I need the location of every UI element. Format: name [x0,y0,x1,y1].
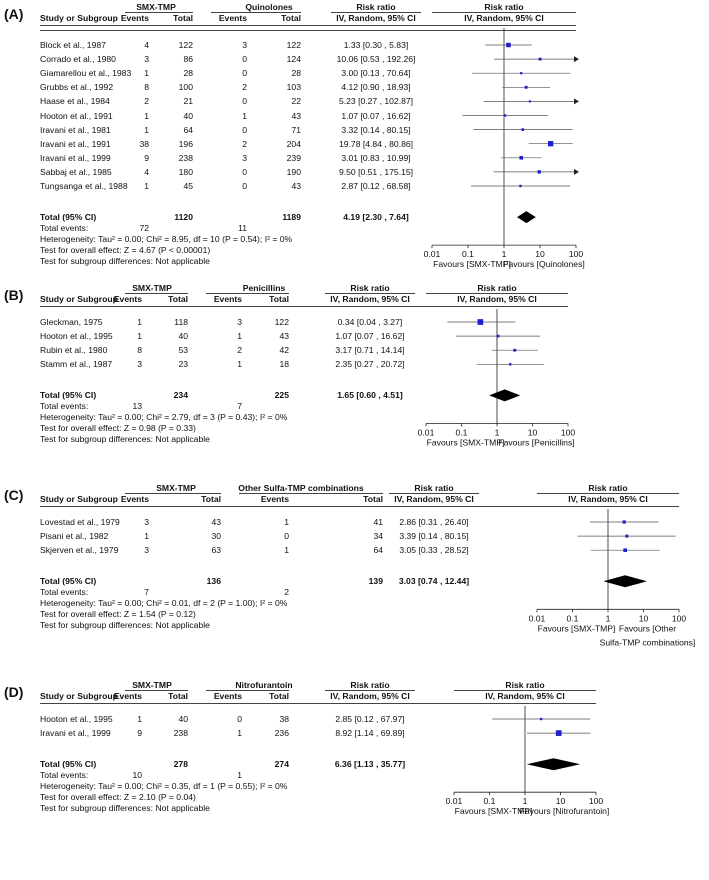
total2-cell: 22 [291,96,301,107]
risk-ratio-cell: 5.23 [0.27 , 102.87] [338,96,414,107]
x-tick-label: 10 [638,613,649,624]
total1-cell: 28 [183,68,193,79]
total1-cell: 64 [183,124,193,135]
x-tick-label: 1 [605,613,611,624]
study-column-header: Study or Subgroup [40,294,118,304]
total1-cell: 43 [211,517,221,527]
plot-title: Risk ratio [588,483,628,493]
point-estimate [478,319,484,325]
total2-cell: 43 [291,110,301,121]
group2-header: Penicillins [242,283,286,293]
x-tick-label: 0.01 [445,796,463,807]
events2-cell: 0 [242,68,247,79]
group1-header: SMX-TMP [132,283,172,293]
favours-left-label: Favours [SMX-TMP] [426,437,505,448]
total1-cell: 100 [178,82,193,93]
events1-cell: 1 [144,124,149,135]
note-line: Test for overall effect: Z = 0.98 (P = 0.33) [40,423,196,434]
total2-cell: 139 [368,576,383,587]
events2-cell: 0 [242,96,247,107]
x-tick-label: 0.1 [455,427,468,438]
total-events-group1: 10 [132,770,142,781]
point-estimate [540,718,542,720]
total2-cell: 274 [274,759,289,770]
x-tick-label: 0.1 [462,249,474,260]
events2-cell: 1 [237,331,242,342]
forest-plot-area [0,680,709,852]
study-name: Hooton et al., 1991 [40,110,113,121]
events1-cell: 8 [137,345,142,356]
total2-cell: 239 [286,152,301,163]
events2-cell: 3 [242,40,247,50]
note-line: Test for subgroup differences: Not applicable [40,620,210,631]
forest-plot-area [0,483,709,669]
total1-cell: 238 [178,152,193,163]
rr-column-title: Risk ratio [356,2,396,12]
risk-ratio-cell: 8.92 [1.14 , 69.89] [335,728,405,739]
point-estimate [520,72,522,74]
study-name: Block et al., 1987 [40,40,106,50]
total1-cell: 196 [178,138,193,149]
total-events-label: Total events: [40,770,89,781]
risk-ratio-cell: 3.05 [0.33 , 28.52] [399,545,469,556]
events1-cell: 1 [137,317,142,327]
total1-cell: 40 [178,331,188,342]
plot-title: Risk ratio [505,680,545,690]
total1-cell: 30 [211,531,221,542]
risk-ratio-cell: 2.35 [0.27 , 20.72] [335,359,405,370]
forest-panel [0,483,709,683]
events2-cell: 3 [237,317,242,327]
total-label: Total (95% CI) [40,576,97,587]
study-name: Corrado et al., 1980 [40,54,116,65]
total1-cell: 238 [173,728,188,739]
events1-cell: 1 [144,181,149,191]
events1-cell: 1 [137,714,142,724]
rr-method-header: IV, Random, 95% CI [330,691,410,701]
x-tick-label: 100 [588,796,604,807]
risk-ratio-cell: 1.33 [0.30 , 5.83] [343,40,409,50]
note-line: Heterogeneity: Tau² = 0.00; Chi² = 2.79, df = 3 (P = 0.43); I² = 0% [40,412,288,423]
point-estimate [513,349,516,352]
pooled-risk-ratio: 6.36 [1.13 , 35.77] [334,759,406,770]
events2-cell: 2 [242,82,247,93]
ci-arrow [574,56,579,62]
events1-cell: 4 [144,166,149,177]
total1-cell: 118 [174,317,188,327]
risk-ratio-cell: 4.12 [0.90 , 18.93] [341,82,411,93]
events1-cell: 3 [144,54,149,65]
plot-method-header: IV, Random, 95% CI [485,691,565,701]
events2-cell: 2 [242,138,247,149]
total2-cell: 122 [274,317,289,327]
study-name: Sabbaj et al., 1985 [40,166,112,177]
study-name: Iravani et al., 1981 [40,124,111,135]
rr-method-header: IV, Random, 95% CI [330,294,410,304]
pooled-diamond [489,389,520,401]
group2-header: Other Sulfa-TMP combinations [238,483,364,493]
point-estimate [519,185,521,187]
risk-ratio-cell: 0.34 [0.04 , 3.27] [337,317,403,327]
point-estimate [497,335,500,338]
favours-right-label: Favours [Nitrofurantoin] [519,806,610,817]
point-estimate [556,730,562,736]
events1-cell: 38 [139,138,149,149]
note-line: Test for subgroup differences: Not applicable [40,434,210,445]
x-tick-label: 1 [522,796,528,807]
study-name: Stamm et al., 1987 [40,359,113,370]
note-line: Test for overall effect: Z = 2.10 (P = 0.04) [40,792,196,803]
total1-cell: 278 [173,759,188,770]
events1-cell: 3 [144,517,149,527]
total1-cell: 21 [183,96,193,107]
events2-cell: 0 [284,531,289,542]
events2-cell: 1 [284,517,289,527]
events1-cell: 9 [137,728,142,739]
events2-cell: 0 [242,54,247,65]
group1-header: SMX-TMP [156,483,196,493]
favours-right-label-line2: Sulfa-TMP combinations] [599,637,696,648]
group1-header: SMX-TMP [132,680,172,690]
point-estimate [525,86,528,89]
events2-cell: 0 [242,181,247,191]
total-events-group2: 2 [284,587,289,598]
events1-cell: 1 [144,68,149,79]
pooled-diamond [603,575,647,587]
rr-column-title: Risk ratio [350,680,390,690]
events1-cell: 1 [144,110,149,121]
panel-label: (A) [4,6,24,22]
risk-ratio-cell: 3.01 [0.83 , 10.99] [341,152,411,163]
note-line: Test for subgroup differences: Not applicable [40,256,210,267]
total2-cell: 124 [286,54,301,65]
events1-cell: 1 [144,531,149,542]
total1-cell: 234 [173,390,188,401]
total-events-group2: 7 [237,401,242,412]
total2-header: Total [363,494,383,504]
point-estimate [509,363,511,365]
events1-cell: 3 [144,545,149,556]
point-estimate [521,128,524,131]
events2-cell: 0 [242,166,247,177]
study-name: Skjerven et al., 1979 [40,545,119,556]
total1-cell: 1120 [174,212,193,223]
total2-cell: 71 [291,124,301,135]
x-tick-label: 1 [494,427,500,438]
total-events-group1: 13 [132,401,142,412]
study-name: Lovestad et al., 1979 [40,517,120,527]
total2-cell: 18 [279,359,289,370]
total1-header: Total [173,13,193,23]
total1-cell: 122 [178,40,193,50]
study-name: Giamarellou et al., 1983 [40,68,132,79]
x-tick-label: 10 [535,249,545,260]
total2-header: Total [269,691,289,701]
x-tick-label: 1 [501,249,507,260]
group2-header: Nitrofurantoin [235,680,293,690]
events1-cell: 2 [144,96,149,107]
events2-header: Events [213,691,242,701]
point-estimate [529,100,531,102]
total2-cell: 43 [279,331,289,342]
plot-title: Risk ratio [477,283,517,293]
group2-header: Quinolones [245,2,293,12]
total1-cell: 40 [183,110,193,121]
favours-right-label: Favours [Other [618,623,677,634]
events1-header: Events [120,494,149,504]
forest-panel [0,283,709,483]
total2-cell: 42 [279,345,289,356]
study-name: Rubin et al., 1980 [40,345,108,356]
forest-plot-area [0,283,709,483]
total2-cell: 28 [291,68,301,79]
events2-cell: 3 [242,152,247,163]
total1-cell: 63 [211,545,221,556]
events1-cell: 8 [144,82,149,93]
total2-header: Total [269,294,289,304]
x-tick-label: 10 [527,427,538,438]
point-estimate [539,58,542,61]
risk-ratio-cell: 1.07 [0.07 , 16.62] [335,331,405,342]
total2-cell: 43 [291,181,301,191]
study-name: Tungsanga et al., 1988 [40,181,128,191]
total1-header: Total [168,294,188,304]
risk-ratio-cell: 3.00 [0.13 , 70.64] [341,68,411,79]
events2-cell: 0 [237,714,242,724]
events2-header: Events [260,494,289,504]
total-events-group1: 72 [139,223,149,234]
rr-column-title: Risk ratio [350,283,390,293]
point-estimate [519,156,523,160]
risk-ratio-cell: 9.50 [0.51 , 175.15] [338,166,414,177]
panel-label: (C) [4,487,24,503]
forest-panel [0,2,709,270]
total2-cell: 34 [373,531,383,542]
x-tick-label: 100 [560,427,576,438]
plot-title: Risk ratio [484,2,524,12]
total-events-label: Total events: [40,223,89,234]
favours-right-label: Favours [Quinolones] [503,259,585,270]
total1-cell: 40 [178,714,188,724]
total2-cell: 38 [279,714,289,724]
total2-cell: 236 [274,728,289,739]
total-label: Total (95% CI) [40,390,97,401]
total-events-group2: 11 [238,223,247,234]
study-name: Pisani et al., 1982 [40,531,109,542]
total-events-group2: 1 [237,770,242,781]
point-estimate [506,43,511,48]
risk-ratio-cell: 19.78 [4.84 , 80.86] [338,138,414,149]
total2-header: Total [281,13,301,23]
study-name: Hooton et al., 1995 [40,331,113,342]
favours-left-label: Favours [SMX-TMP] [433,259,511,270]
forest-panel [0,680,709,880]
total1-cell: 180 [178,166,193,177]
pooled-risk-ratio: 3.03 [0.74 , 12.44] [398,576,470,587]
rr-column-title: Risk ratio [414,483,454,493]
events2-cell: 1 [284,545,289,556]
panel-label: (D) [4,684,24,700]
study-column-header: Study or Subgroup [40,691,118,701]
point-estimate [548,141,553,146]
total1-cell: 45 [183,181,193,191]
total-events-group1: 7 [144,587,149,598]
favours-left-label: Favours [SMX-TMP] [454,806,533,817]
total2-cell: 103 [286,82,301,93]
total1-header: Total [168,691,188,701]
plot-method-header: IV, Random, 95% CI [464,13,544,23]
total-label: Total (95% CI) [40,212,97,223]
plot-method-header: IV, Random, 95% CI [568,494,648,504]
study-name: Iravani et al., 1999 [40,152,111,163]
study-name: Grubbs et al., 1992 [40,82,114,93]
risk-ratio-cell: 2.86 [0.31 , 26.40] [399,517,469,527]
risk-ratio-cell: 3.32 [0.14 , 80.15] [341,124,411,135]
total-events-label: Total events: [40,587,89,598]
total2-cell: 41 [373,517,383,527]
events1-cell: 4 [144,40,149,50]
events2-cell: 1 [237,728,242,739]
x-tick-label: 0.1 [566,613,579,624]
pooled-diamond [517,211,536,223]
events2-header: Events [218,13,247,23]
risk-ratio-cell: 2.85 [0.12 , 67.97] [335,714,405,724]
study-name: Gleckman, 1975 [40,317,103,327]
total1-cell: 136 [206,576,221,587]
risk-ratio-cell: 3.39 [0.14 , 80.15] [399,531,469,542]
risk-ratio-cell: 10.06 [0.53 , 192.26] [336,54,416,65]
note-line: Heterogeneity: Tau² = 0.00; Chi² = 0.01, df = 2 (P = 1.00); I² = 0% [40,598,288,609]
events1-header: Events [120,13,149,23]
total2-cell: 204 [286,138,301,149]
total-label: Total (95% CI) [40,759,97,770]
events2-cell: 0 [242,124,247,135]
study-column-header: Study or Subgroup [40,494,118,504]
study-column-header: Study or Subgroup [40,13,118,23]
total2-cell: 190 [286,166,301,177]
study-name: Iravani et al., 1999 [40,728,111,739]
pooled-risk-ratio: 4.19 [2.30 , 7.64] [343,212,409,223]
events1-cell: 1 [137,331,142,342]
x-tick-label: 0.01 [528,613,546,624]
pooled-diamond [527,758,580,770]
favours-right-label: Favours [Penicillins] [498,437,575,448]
total1-cell: 53 [178,345,188,356]
total1-header: Total [201,494,221,504]
point-estimate [623,520,626,523]
x-tick-label: 0.01 [423,249,441,260]
point-estimate [504,114,506,116]
x-tick-label: 100 [568,249,584,260]
events1-cell: 9 [144,152,149,163]
ci-arrow [574,98,579,104]
total2-cell: 1189 [282,212,301,223]
events1-header: Events [113,294,142,304]
total1-cell: 86 [183,54,193,65]
note-line: Test for overall effect: Z = 4.67 (P < 0.00001) [40,245,211,256]
events1-header: Events [113,691,142,701]
x-tick-label: 100 [671,613,687,624]
plot-method-header: IV, Random, 95% CI [457,294,537,304]
events2-cell: 1 [237,359,242,370]
study-name: Iravani et al., 1991 [40,138,111,149]
total2-cell: 64 [373,545,383,556]
events2-cell: 2 [237,345,242,356]
note-line: Heterogeneity: Tau² = 0.00; Chi² = 0.35, df = 1 (P = 0.55); I² = 0% [40,781,288,792]
panel-label: (B) [4,287,24,303]
note-line: Test for overall effect: Z = 1.54 (P = 0.12) [40,609,196,620]
rr-method-header: IV, Random, 95% CI [394,494,474,504]
favours-left-label: Favours [SMX-TMP] [537,623,616,634]
study-name: Haase et al., 1984 [40,96,110,107]
point-estimate [623,548,627,552]
pooled-risk-ratio: 1.65 [0.60 , 4.51] [337,390,403,401]
risk-ratio-cell: 2.87 [0.12 , 68.58] [341,181,411,191]
point-estimate [625,535,628,538]
x-tick-label: 0.1 [483,796,496,807]
risk-ratio-cell: 1.07 [0.07 , 16.62] [341,110,411,121]
total2-cell: 122 [286,40,301,50]
study-name: Hooton et al., 1995 [40,714,113,724]
note-line: Heterogeneity: Tau² = 0.00; Chi² = 8.95, df = 10 (P = 0.54); I² = 0% [40,234,293,245]
x-tick-label: 10 [555,796,566,807]
risk-ratio-cell: 3.17 [0.71 , 14.14] [335,345,405,356]
group1-header: SMX-TMP [136,2,176,12]
note-line: Test for subgroup differences: Not applicable [40,803,210,814]
forest-plot-area [0,2,709,305]
events1-cell: 3 [137,359,142,370]
total1-cell: 23 [178,359,188,370]
total2-cell: 225 [274,390,289,401]
x-tick-label: 0.01 [417,427,435,438]
point-estimate [538,170,541,173]
events2-header: Events [213,294,242,304]
rr-method-header: IV, Random, 95% CI [336,13,416,23]
total-events-label: Total events: [40,401,89,412]
ci-arrow [574,169,579,175]
events2-cell: 1 [242,110,247,121]
